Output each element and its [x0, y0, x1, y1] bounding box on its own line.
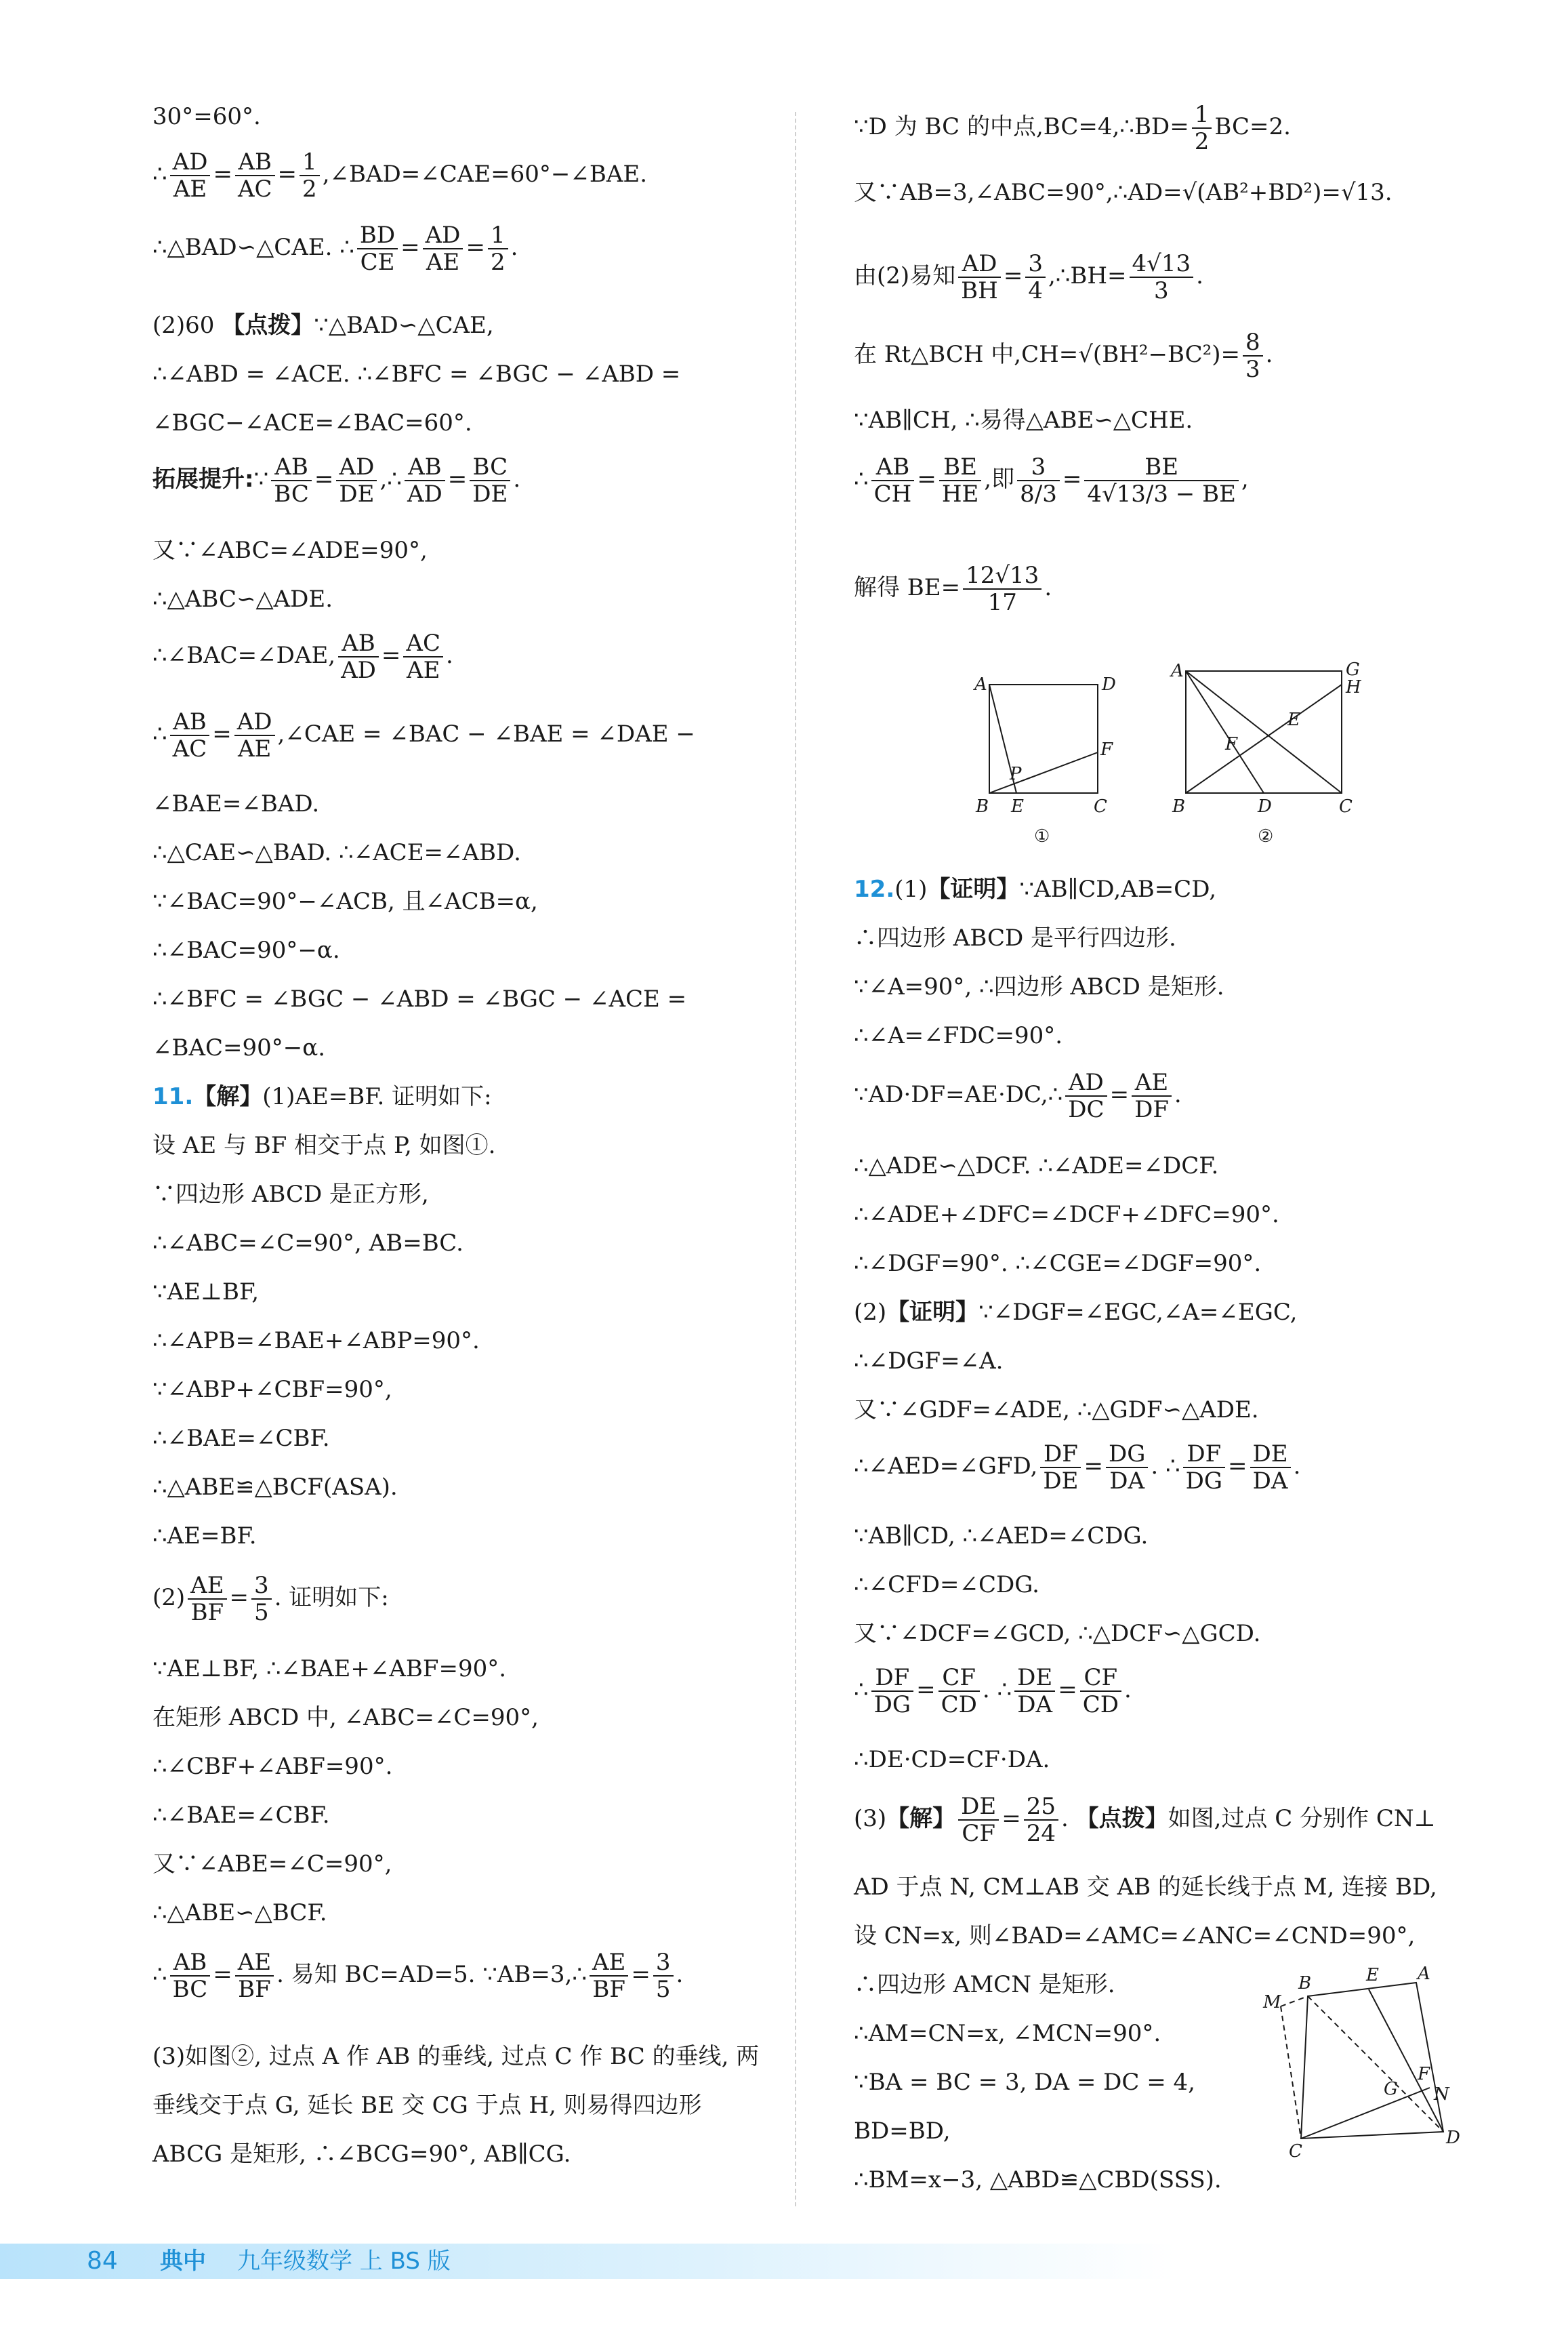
book-title: 九年级数学 上 BS 版 [237, 2248, 451, 2275]
text-line: (3)【解】 $\frac{DE}{CF}$ = $\frac{25}{24}$ . 【点拨】如图,过点 C 分别作 CN⊥ [854, 1793, 1436, 1847]
text-line: 垂线交于点 G, 延长 BE 交 CG 于点 H, 则易得四边形 [152, 2092, 702, 2119]
svg-text:G: G [1384, 2079, 1398, 2099]
text-line: ∵AB∥CH, ∴易得△ABE∽△CHE. [854, 407, 1193, 434]
text-line: ∴∠ABD = ∠ACE. ∴∠BFC = ∠BGC − ∠ABD = [152, 361, 681, 388]
text-line: ∴ $\frac{DF}{DG}$ = $\frac{CF}{CD}$ . ∴ $\frac{DE}{DA}$ = $\frac{CF}{CD}$ . [854, 1664, 1132, 1718]
page-number: 84 [87, 2247, 118, 2275]
text-line: ∵∠BAC=90°−∠ACB, 且∠ACB=α, [152, 888, 538, 915]
text-line: (2)【证明】∵∠DGF=∠EGC,∠A=∠EGC, [854, 1299, 1298, 1326]
text-line: ∠BGC−∠ACE=∠BAC=60°. [152, 409, 472, 437]
figure-3 [1233, 1959, 1460, 2162]
text-line: ∴四边形 AMCN 是矩形. [854, 1971, 1115, 1998]
svg-text:E: E [1287, 710, 1300, 730]
svg-text:A: A [1171, 661, 1184, 681]
text-line: ∵AD·DF=AE·DC,∴ $\frac{AD}{DC}$ = $\frac{AE}{DF}$ . [854, 1069, 1182, 1123]
figure-1-2 [955, 657, 1416, 861]
svg-text:E: E [1011, 796, 1024, 817]
text-line: ∵BA = BC = 3, DA = DC = 4, [854, 2069, 1195, 2096]
text-line: ∴∠BAE=∠CBF. [152, 1425, 330, 1452]
text-line: ∴∠APB=∠BAE+∠ABP=90°. [152, 1327, 480, 1354]
text-line: ABCG 是矩形, ∴∠BCG=90°, AB∥CG. [152, 2141, 571, 2168]
svg-text:C: C [1339, 796, 1353, 817]
text-line: 设 CN=x, 则∠BAD=∠AMC=∠ANC=∠CND=90°, [854, 1922, 1416, 1949]
text-line: ∵∠ABP+∠CBF=90°, [152, 1376, 392, 1403]
text-line: ∴∠BAE=∠CBF. [152, 1802, 330, 1829]
figure-1-square [973, 674, 1116, 847]
svg-text:D: D [1258, 796, 1272, 817]
text-line: BD=BD, [854, 2118, 951, 2145]
svg-text:C: C [1094, 796, 1107, 817]
text-line: 在矩形 ABCD 中, ∠ABC=∠C=90°, [152, 1704, 539, 1731]
text-line: ∵D 为 BC 的中点,BC=4,∴BD= $\frac{1}{2}$ BC=2. [854, 101, 1291, 155]
svg-text:D: D [1102, 674, 1116, 695]
text-line: ∴ $\frac{AB}{CH}$ = $\frac{BE}{HE}$ ,即 $\frac{3}{8/3}$ = $\frac{BE}{4√13/3 - BE}$ , [854, 453, 1249, 508]
text-line: ∴∠BAC=∠DAE, $\frac{AB}{AD}$ = $\frac{AC}{AE}$ . [152, 630, 453, 684]
text-line: 解得 BE= $\frac{12√13}{17}$ . [854, 562, 1052, 616]
svg-text:②: ② [1258, 826, 1274, 847]
footer-band [0, 2244, 1568, 2279]
svg-text:G: G [1346, 660, 1360, 680]
text-line: ∴∠AED=∠GFD, $\frac{DF}{DE}$ = $\frac{DG}{DA}$ . ∴ $\frac{DF}{DG}$ = $\frac{DE}{DA}$ . [854, 1440, 1301, 1495]
text-line: ∠BAC=90°−α. [152, 1034, 326, 1061]
svg-text:C: C [1289, 2141, 1302, 2162]
text-line: ∴△ADE∽△DCF. ∴∠ADE=∠DCF. [854, 1152, 1219, 1179]
text-line: ∴ $\frac{AB}{AC}$ = $\frac{AD}{AE}$ ,∠CAE = ∠BAC − ∠BAE = ∠DAE − [152, 708, 695, 763]
text-line: 11.【解】(1)AE=BF. 证明如下: [152, 1083, 492, 1110]
svg-text:B: B [1172, 796, 1186, 817]
text-line: ∴∠A=∠FDC=90°. [854, 1022, 1063, 1049]
text-line: (2)60 【点拨】∵△BAD∽△CAE, [152, 312, 494, 339]
text-line: ∴∠DGF=90°. ∴∠CGE=∠DGF=90°. [854, 1250, 1262, 1277]
text-line: ∴AE=BF. [152, 1522, 257, 1550]
text-line: 12.(1)【证明】∵AB∥CD,AB=CD, [854, 876, 1217, 903]
svg-text:M: M [1263, 1992, 1281, 2012]
svg-text:N: N [1434, 2084, 1449, 2105]
text-line: ∴∠CFD=∠CDG. [854, 1571, 1039, 1598]
text-line: ∴△BAD∽△CAE. ∴ $\frac{BD}{CE}$ = $\frac{AD}{AE}$ = $\frac{1}{2}$ . [152, 222, 518, 276]
text-line: ∵AE⊥BF, [152, 1278, 260, 1305]
svg-text:A: A [1418, 1964, 1430, 1984]
text-line: (3)如图②, 过点 A 作 AB 的垂线, 过点 C 作 BC 的垂线, 两 [152, 2043, 760, 2070]
text-line: ∴△CAE∽△BAD. ∴∠ACE=∠ABD. [152, 839, 521, 866]
text-line: 又∵∠ABE=∠C=90°, [152, 1850, 392, 1878]
text-line: 又∵∠ABC=∠ADE=90°, [152, 537, 428, 564]
text-line: ∴△ABC∽△ADE. [152, 586, 333, 613]
svg-text:F: F [1418, 2064, 1430, 2084]
text-line: 拓展提升:∵ $\frac{AB}{BC}$ = $\frac{AD}{DE}$ ,∴ $\frac{AB}{AD}$ = $\frac{BC}{DE}$ . [152, 453, 521, 508]
brand-logo: 典中 [160, 2248, 206, 2275]
column-divider [795, 112, 796, 2206]
svg-text:①: ① [1034, 826, 1050, 847]
text-line: ∴四边形 ABCD 是平行四边形. [854, 925, 1176, 952]
text-line: ∴∠BAC=90°−α. [152, 937, 340, 964]
svg-text:F: F [1100, 740, 1113, 760]
svg-text:A: A [974, 674, 987, 695]
svg-text:B: B [1298, 1973, 1312, 1993]
text-line: ∴∠ADE+∠DFC=∠DCF+∠DFC=90°. [854, 1201, 1279, 1228]
svg-text:D: D [1446, 2128, 1460, 2148]
svg-text:H: H [1346, 677, 1361, 697]
text-line: ∠BAE=∠BAD. [152, 790, 320, 817]
text-line: 设 AE 与 BF 相交于点 P, 如图①. [152, 1132, 496, 1159]
text-line: ∵∠A=90°, ∴四边形 ABCD 是矩形. [854, 973, 1224, 1000]
text-line: ∴BM=x−3, △ABD≌△CBD(SSS). [854, 2166, 1222, 2193]
text-line: ∵四边形 ABCD 是正方形, [152, 1181, 429, 1208]
text-line: 在 Rt△BCH 中,CH=√(BH²−BC²)= $\frac{8}{3}$ . [854, 329, 1273, 383]
text-line: ∴△ABE≌△BCF(ASA). [152, 1474, 398, 1501]
svg-text:E: E [1366, 1965, 1379, 1985]
text-line: 又∵∠GDF=∠ADE, ∴△GDF∽△ADE. [854, 1396, 1259, 1423]
text-line: 30°=60°. [152, 103, 261, 130]
text-line: ∴∠CBF+∠ABF=90°. [152, 1753, 393, 1780]
text-line: ∴ $\frac{AD}{AE}$ = $\frac{AB}{AC}$ = $\frac{1}{2}$ ,∠BAD=∠CAE=60°−∠BAE. [152, 148, 648, 203]
svg-text:F: F [1225, 734, 1238, 754]
text-line: 又∵AB=3,∠ABC=90°,∴AD=√(AB²+BD²)=√13. [854, 179, 1392, 206]
text-line: ∴∠ABC=∠C=90°, AB=BC. [152, 1230, 463, 1257]
text-line: ∴∠DGF=∠A. [854, 1348, 1004, 1375]
text-line: ∴DE·CD=CF·DA. [854, 1746, 1050, 1773]
text-line: AD 于点 N, CM⊥AB 交 AB 的延长线于点 M, 连接 BD, [854, 1874, 1437, 1901]
text-line: ∴△ABE∽△BCF. [152, 1899, 327, 1926]
text-line: ∵AE⊥BF, ∴∠BAE+∠ABF=90°. [152, 1655, 507, 1682]
text-line: ∴ $\frac{AB}{BC}$ = $\frac{AE}{BF}$ . 易知 BC=AD=5. ∵AB=3,∴ $\frac{AE}{BF}$ = $\frac{3}{5}$ . [152, 1949, 684, 2003]
svg-text:B: B [976, 796, 989, 817]
text-line: ∵AB∥CD, ∴∠AED=∠CDG. [854, 1522, 1149, 1550]
text-line: ∴∠BFC = ∠BGC − ∠ABD = ∠BGC − ∠ACE = [152, 986, 687, 1013]
text-line: (2) $\frac{AE}{BF}$ = $\frac{3}{5}$ . 证明如下: [152, 1572, 389, 1626]
text-line: ∴AM=CN=x, ∠MCN=90°. [854, 2020, 1161, 2047]
figure-2-rectangle [1170, 660, 1362, 847]
text-line: 又∵∠DCF=∠GCD, ∴△DCF∽△GCD. [854, 1620, 1261, 1647]
svg-text:P: P [1010, 764, 1022, 784]
text-line: 由(2)易知 $\frac{AD}{BH}$ = $\frac{3}{4}$ ,∴BH= $\frac{4√13}{3}$ . [854, 250, 1203, 304]
